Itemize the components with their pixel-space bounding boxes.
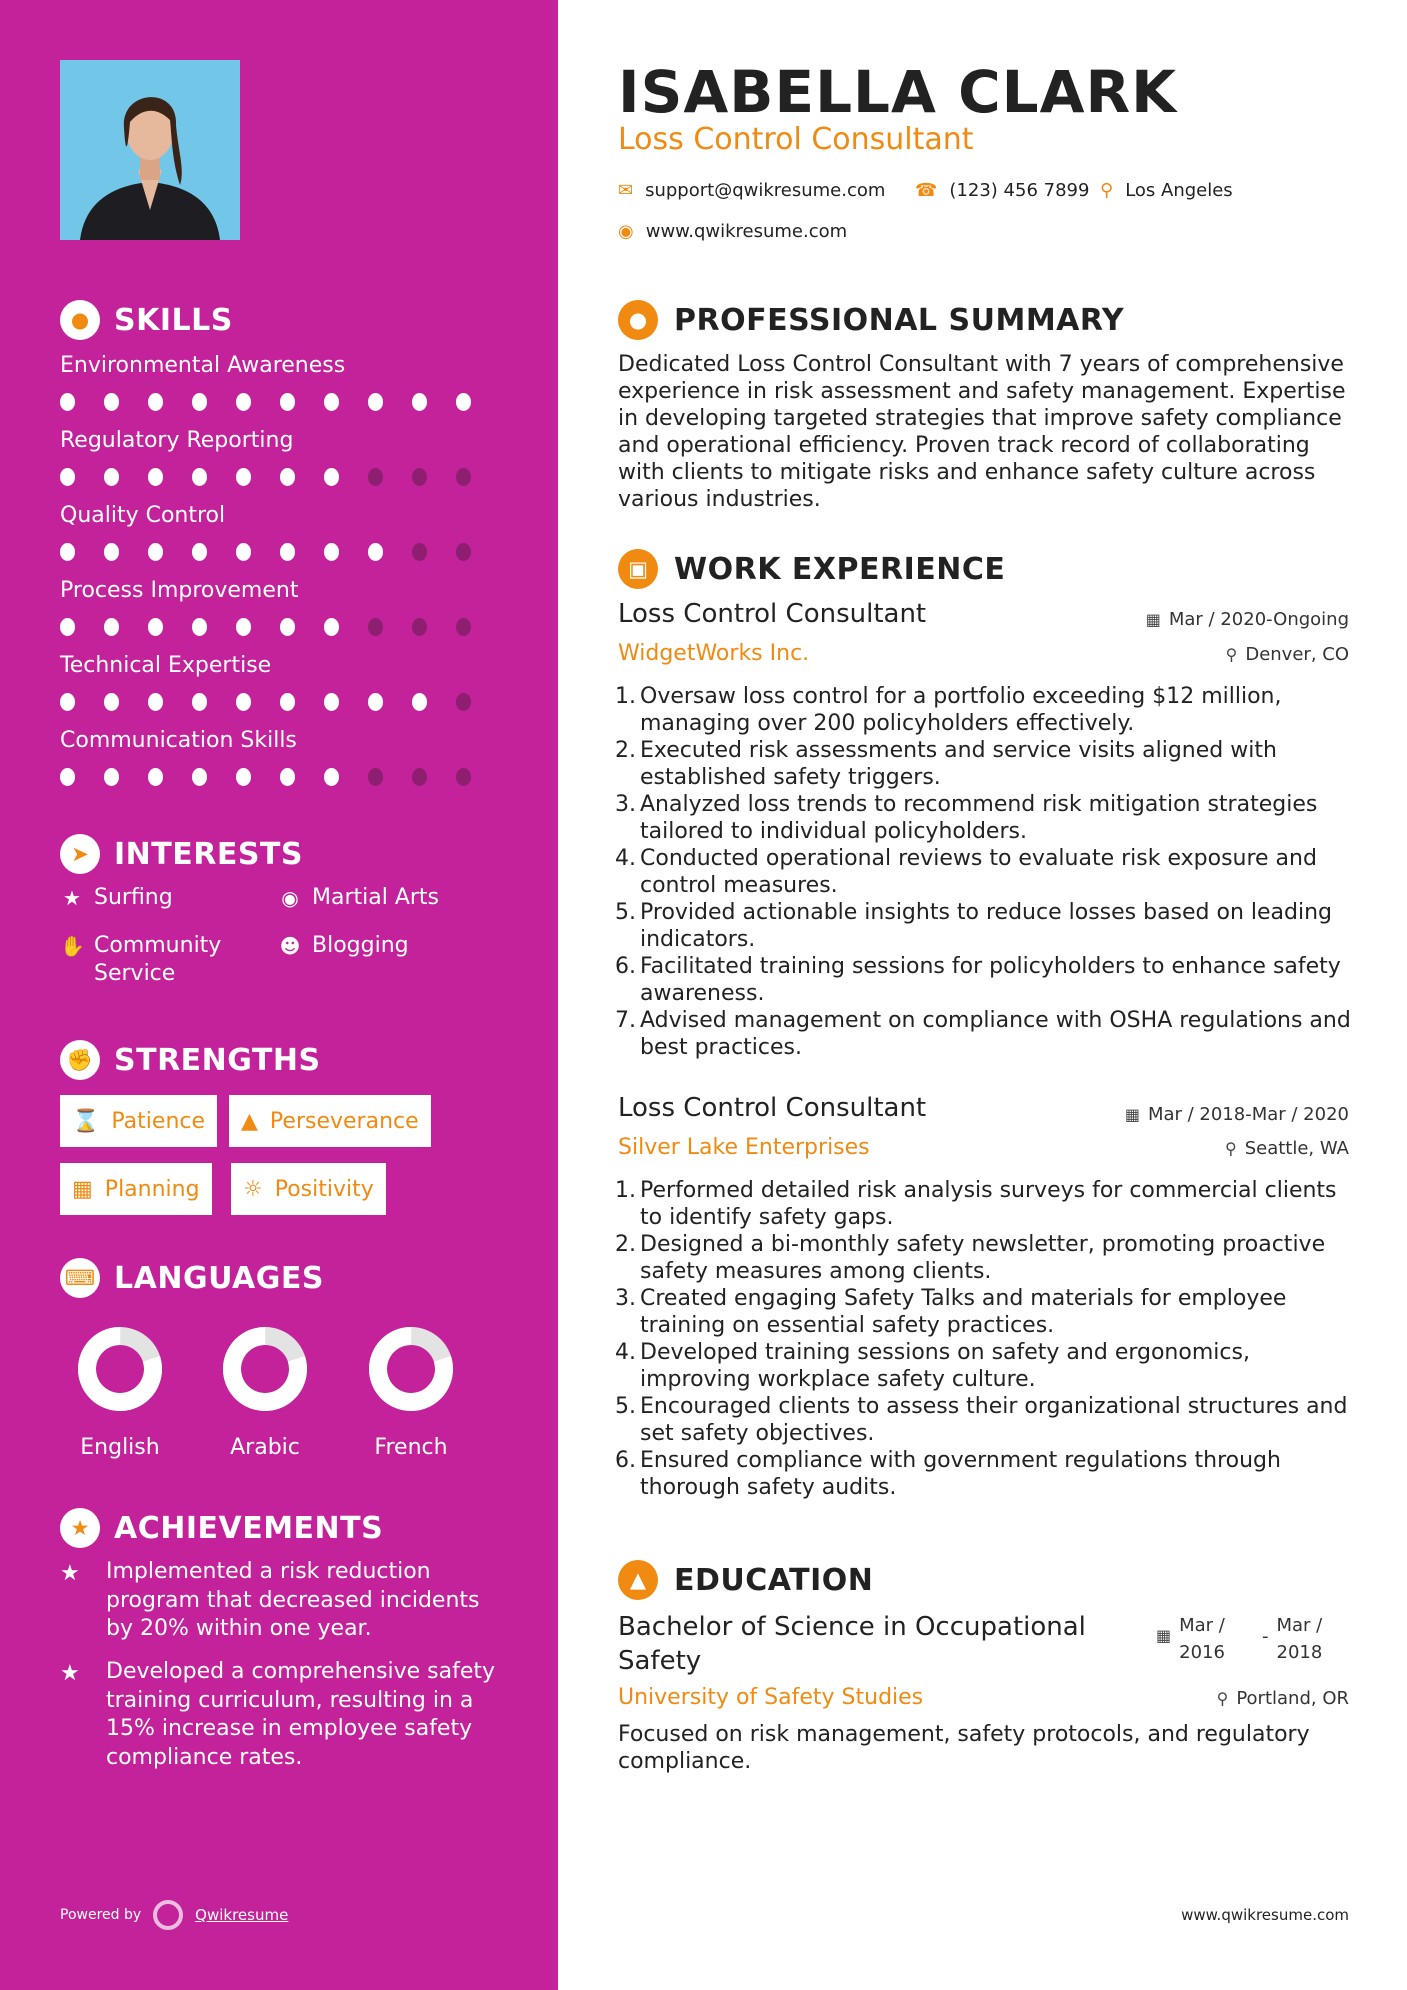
- rating-dot-filled: [104, 618, 119, 636]
- job-bullet: 2. Designed a bi-monthly safety newsletter, promoting proactive safety measures among clients.: [615, 1232, 1326, 1284]
- rating-dot-empty: [456, 768, 471, 786]
- degree-title: Bachelor of Science in Occupational Safety: [618, 1612, 1086, 1676]
- job-location-text: Seattle, WA: [1244, 1138, 1349, 1159]
- contact-phone[interactable]: [915, 180, 1089, 201]
- rating-dot-filled: [280, 693, 295, 711]
- rating-dot-filled: [104, 468, 119, 486]
- candidate-role: Loss Control Consultant: [618, 122, 974, 157]
- rating-dot-filled: [280, 468, 295, 486]
- job-bullet: 4. Conducted operational reviews to evaluate risk exposure and control measures.: [615, 846, 1317, 898]
- contact-email[interactable]: [618, 180, 885, 201]
- skill-rating: [60, 768, 500, 786]
- rating-dot-filled: [60, 468, 75, 486]
- strength-label: Positivity: [274, 1176, 374, 1202]
- rating-dot-filled: [60, 693, 75, 711]
- rating-dot-filled: [280, 393, 295, 411]
- achievements-title: ACHIEVEMENTS: [114, 1510, 384, 1546]
- interest-item: [60, 932, 260, 988]
- rating-dot-filled: [368, 693, 383, 711]
- rating-dot-filled: [60, 618, 75, 636]
- sun-icon: ☼: [243, 1176, 263, 1202]
- school-name: University of Safety Studies: [618, 1685, 924, 1710]
- pin-icon: ⚲: [1225, 645, 1238, 664]
- trophy-icon: ★: [60, 1508, 100, 1548]
- job-bullet: 6. Facilitated training sessions for policyholders to enhance safety awareness.: [615, 954, 1341, 1006]
- hourglass-icon: ⌛: [72, 1108, 100, 1134]
- job-title: Loss Control Consultant: [618, 599, 927, 629]
- rating-dot-filled: [412, 693, 427, 711]
- phone-text: (123) 456 7899: [949, 180, 1090, 201]
- achievement-text: Implemented a risk reduction program that decreased incidents by 20% within one year.: [106, 1559, 480, 1641]
- education-start-text: Mar / 2016: [1179, 1615, 1225, 1663]
- skill-rating: [60, 543, 500, 561]
- rating-dot-filled: [324, 543, 339, 561]
- shooting-star-icon: ★: [60, 1661, 80, 1686]
- rating-dot-filled: [148, 768, 163, 786]
- strength-badge: [60, 1163, 212, 1215]
- job-company: Silver Lake Enterprises: [618, 1135, 870, 1160]
- education-description: Focused on risk management, safety protocols, and regulatory compliance.: [618, 1722, 1310, 1774]
- achievements-header: [60, 1508, 383, 1548]
- skill-item: [60, 726, 500, 786]
- skill-rating: [60, 693, 500, 711]
- rating-dot-empty: [412, 618, 427, 636]
- contact-website[interactable]: [618, 221, 847, 242]
- rating-dot-filled: [148, 393, 163, 411]
- job-bullets: [610, 683, 1360, 1061]
- rating-dot-filled: [368, 393, 383, 411]
- strengths-header: [60, 1040, 321, 1080]
- globe-icon: ◉: [281, 886, 299, 910]
- language-icon: ⌨: [60, 1258, 100, 1298]
- education-end: - Mar / 2018: [1262, 1612, 1337, 1666]
- road-icon: ▲: [241, 1108, 258, 1134]
- rating-dot-filled: [324, 693, 339, 711]
- rating-dot-filled: [148, 618, 163, 636]
- rating-dot-empty: [412, 768, 427, 786]
- phone-icon: ☎: [915, 180, 938, 201]
- hand-icon: ✋: [60, 934, 85, 958]
- contact-location: [1100, 180, 1233, 201]
- job-bullet: 2. Executed risk assessments and service visits aligned with established safety triggers.: [615, 738, 1277, 790]
- job-company: WidgetWorks Inc.: [618, 641, 810, 666]
- rating-dot-filled: [236, 618, 251, 636]
- rating-dot-filled: [60, 543, 75, 561]
- education-start: [1156, 1612, 1239, 1666]
- rating-dot-filled: [148, 693, 163, 711]
- job-dates: [1146, 609, 1349, 630]
- job-bullet: 5. Provided actionable insights to reduce losses based on leading indicators.: [615, 900, 1333, 952]
- rating-dot-empty: [368, 768, 383, 786]
- strength-label: Planning: [104, 1176, 200, 1202]
- calendar-icon: ▦: [1145, 610, 1161, 629]
- rating-dot-filled: [192, 468, 207, 486]
- skill-item: [60, 576, 500, 636]
- user-icon: ●: [618, 300, 658, 340]
- job-title: Loss Control Consultant: [618, 1093, 927, 1123]
- job-location: [1226, 644, 1349, 665]
- skill-label: Communication Skills: [60, 728, 297, 753]
- skill-label: Process Improvement: [60, 578, 299, 603]
- rating-dot-empty: [456, 468, 471, 486]
- job-bullets: [610, 1177, 1360, 1501]
- experience-title: WORK EXPERIENCE: [674, 551, 1006, 587]
- rating-dot-filled: [368, 543, 383, 561]
- skill-item: [60, 651, 500, 711]
- strength-badge: [229, 1095, 431, 1147]
- education-header: [618, 1560, 873, 1600]
- summary-text: Dedicated Loss Control Consultant with 7 years of comprehensive experience in risk assessment and safety management. Expertise in developing targeted strategies that improve safety compliance and operational efficiency. Proven track record of collaborating with clients to mitigate risks and enhance safety culture across various industries.: [618, 352, 1346, 512]
- strength-badge: [231, 1163, 386, 1215]
- summary-header: [618, 300, 1124, 340]
- map-marker-icon: ⚲: [1100, 180, 1114, 201]
- language-item: [200, 1325, 330, 1460]
- interests-header: [60, 834, 303, 874]
- language-label: Arabic: [230, 1435, 300, 1460]
- rating-dot-empty: [456, 618, 471, 636]
- interest-label: Martial Arts: [312, 885, 440, 910]
- rating-dot-filled: [324, 618, 339, 636]
- rating-dot-filled: [192, 693, 207, 711]
- language-item: [346, 1325, 476, 1460]
- job-bullet: 4. Developed training sessions on safety and ergonomics, improving workplace safety culture.: [615, 1340, 1250, 1392]
- education-end-text: Mar / 2018: [1276, 1615, 1323, 1663]
- strength-label: Perseverance: [269, 1108, 419, 1134]
- interest-item: [60, 884, 260, 912]
- rating-dot-filled: [104, 693, 119, 711]
- avatar: [60, 60, 240, 240]
- star-icon: ★: [63, 886, 81, 910]
- language-label: English: [80, 1435, 160, 1460]
- rating-dot-filled: [236, 468, 251, 486]
- interest-item: [278, 932, 518, 960]
- strength-label: Patience: [111, 1108, 206, 1134]
- education-location-text: Portland, OR: [1236, 1688, 1349, 1709]
- rating-dot-filled: [280, 543, 295, 561]
- calendar-icon: ▦: [1156, 1626, 1172, 1645]
- language-label: French: [374, 1435, 448, 1460]
- skill-rating: [60, 468, 500, 486]
- rating-dot-filled: [236, 543, 251, 561]
- skill-label: Quality Control: [60, 503, 226, 528]
- strengths-title: STRENGTHS: [114, 1042, 321, 1078]
- rating-dot-filled: [148, 543, 163, 561]
- rating-dot-filled: [456, 393, 471, 411]
- powered-by-label: Powered by: [60, 1907, 142, 1923]
- job-bullet: 6. Ensured compliance with government regulations through thorough safety audits.: [615, 1448, 1281, 1500]
- lightbulb-icon: ●: [60, 300, 100, 340]
- skill-item: [60, 351, 500, 411]
- candidate-name: ISABELLA CLARK: [618, 58, 1178, 126]
- job-bullet: 5. Encouraged clients to assess their organizational structures and set safety objectives.: [615, 1394, 1348, 1446]
- website-text: www.qwikresume.com: [645, 221, 848, 242]
- rating-dot-empty: [456, 543, 471, 561]
- rating-dot-filled: [280, 768, 295, 786]
- job-dates: [1125, 1104, 1349, 1125]
- pin-icon: ⚲: [1224, 1139, 1237, 1158]
- rating-dot-filled: [60, 393, 75, 411]
- fist-icon: ✊: [60, 1040, 100, 1080]
- paper-plane-icon: ➤: [60, 834, 100, 874]
- skill-rating: [60, 618, 500, 636]
- job-bullet: 3. Created engaging Safety Talks and materials for employee training on essential safety practices.: [615, 1286, 1287, 1338]
- rating-dot-filled: [60, 768, 75, 786]
- rating-dot-filled: [148, 468, 163, 486]
- email-text: support@qwikresume.com: [645, 180, 886, 201]
- rating-dot-filled: [192, 768, 207, 786]
- language-item: [55, 1325, 185, 1460]
- interests-title: INTERESTS: [114, 836, 303, 872]
- skill-rating: [60, 393, 500, 411]
- rating-dot-filled: [280, 618, 295, 636]
- languages-header: [60, 1258, 324, 1298]
- skills-title: SKILLS: [114, 302, 233, 338]
- rating-dot-filled: [236, 768, 251, 786]
- interest-label: Surfing: [94, 885, 173, 910]
- summary-title: PROFESSIONAL SUMMARY: [674, 302, 1125, 338]
- skill-item: [60, 501, 500, 561]
- job-dates-text: Mar / 2018-Mar / 2020: [1147, 1104, 1349, 1125]
- job-bullet: 3. Analyzed loss trends to recommend risk mitigation strategies tailored to individual policyholders.: [615, 792, 1318, 844]
- job-location: [1225, 1138, 1349, 1159]
- users-icon: ☻: [279, 934, 301, 958]
- rating-dot-empty: [368, 618, 383, 636]
- briefcase-icon: ▣: [618, 549, 658, 589]
- rating-dot-filled: [412, 393, 427, 411]
- achievement-item: [60, 1558, 500, 1644]
- interest-item: [278, 884, 518, 912]
- rating-dot-filled: [104, 543, 119, 561]
- rating-dot-filled: [104, 768, 119, 786]
- job-location-text: Denver, CO: [1245, 644, 1349, 665]
- powered-by: [60, 1900, 288, 1930]
- language-ring: [367, 1325, 455, 1413]
- shooting-star-icon: ★: [60, 1561, 80, 1586]
- rating-dot-empty: [456, 693, 471, 711]
- sidebar: [0, 0, 558, 1990]
- rating-dot-filled: [324, 468, 339, 486]
- rating-dot-filled: [192, 618, 207, 636]
- rating-dot-filled: [192, 543, 207, 561]
- rating-dot-empty: [368, 468, 383, 486]
- skill-item: [60, 426, 500, 486]
- rating-dot-empty: [412, 543, 427, 561]
- rating-dot-filled: [324, 393, 339, 411]
- profile-photo: [60, 60, 240, 240]
- rating-dot-filled: [192, 393, 207, 411]
- achievement-item: [60, 1658, 500, 1772]
- achievement-text: Developed a comprehensive safety training curriculum, resulting in a 15% increase in employee safety compliance rates.: [106, 1659, 495, 1770]
- qwikresume-link[interactable]: Qwikresume: [195, 1906, 289, 1924]
- rating-dot-filled: [104, 393, 119, 411]
- strength-badge: [60, 1095, 217, 1147]
- interest-label: Community Service: [94, 933, 222, 986]
- languages-title: LANGUAGES: [114, 1260, 324, 1296]
- job-bullet: 1. Oversaw loss control for a portfolio exceeding $12 million, managing over 200 policyholders effectively.: [615, 684, 1282, 736]
- job-bullet: 7. Advised management on compliance with OSHA regulations and best practices.: [615, 1008, 1351, 1060]
- rating-dot-empty: [412, 468, 427, 486]
- calendar-icon: ▦: [1124, 1105, 1140, 1124]
- graduation-cap-icon: ▲: [618, 1560, 658, 1600]
- skill-label: Regulatory Reporting: [60, 428, 294, 453]
- skills-header: [60, 300, 233, 340]
- footer-url[interactable]: www.qwikresume.com: [1181, 1906, 1349, 1924]
- pin-icon: ⚲: [1216, 1689, 1229, 1708]
- education-title: EDUCATION: [674, 1562, 874, 1598]
- experience-header: [618, 549, 1005, 589]
- rating-dot-filled: [324, 768, 339, 786]
- skill-label: Technical Expertise: [60, 653, 272, 678]
- job-dates-text: Mar / 2020-Ongoing: [1168, 609, 1349, 630]
- skill-label: Environmental Awareness: [60, 353, 346, 378]
- globe-icon: ◉: [618, 221, 634, 242]
- interest-label: Blogging: [312, 933, 409, 958]
- rating-dot-filled: [236, 693, 251, 711]
- language-ring: [76, 1325, 164, 1413]
- education-location: [1217, 1688, 1349, 1709]
- location-text: Los Angeles: [1125, 180, 1233, 201]
- qwikresume-logo-icon: [153, 1900, 183, 1930]
- rating-dot-filled: [236, 393, 251, 411]
- language-ring: [221, 1325, 309, 1413]
- envelope-icon: ✉: [618, 180, 634, 201]
- calendar-icon: ▦: [72, 1176, 93, 1202]
- job-bullet: 1. Performed detailed risk analysis surveys for commercial clients to identify safety gaps.: [615, 1178, 1337, 1230]
